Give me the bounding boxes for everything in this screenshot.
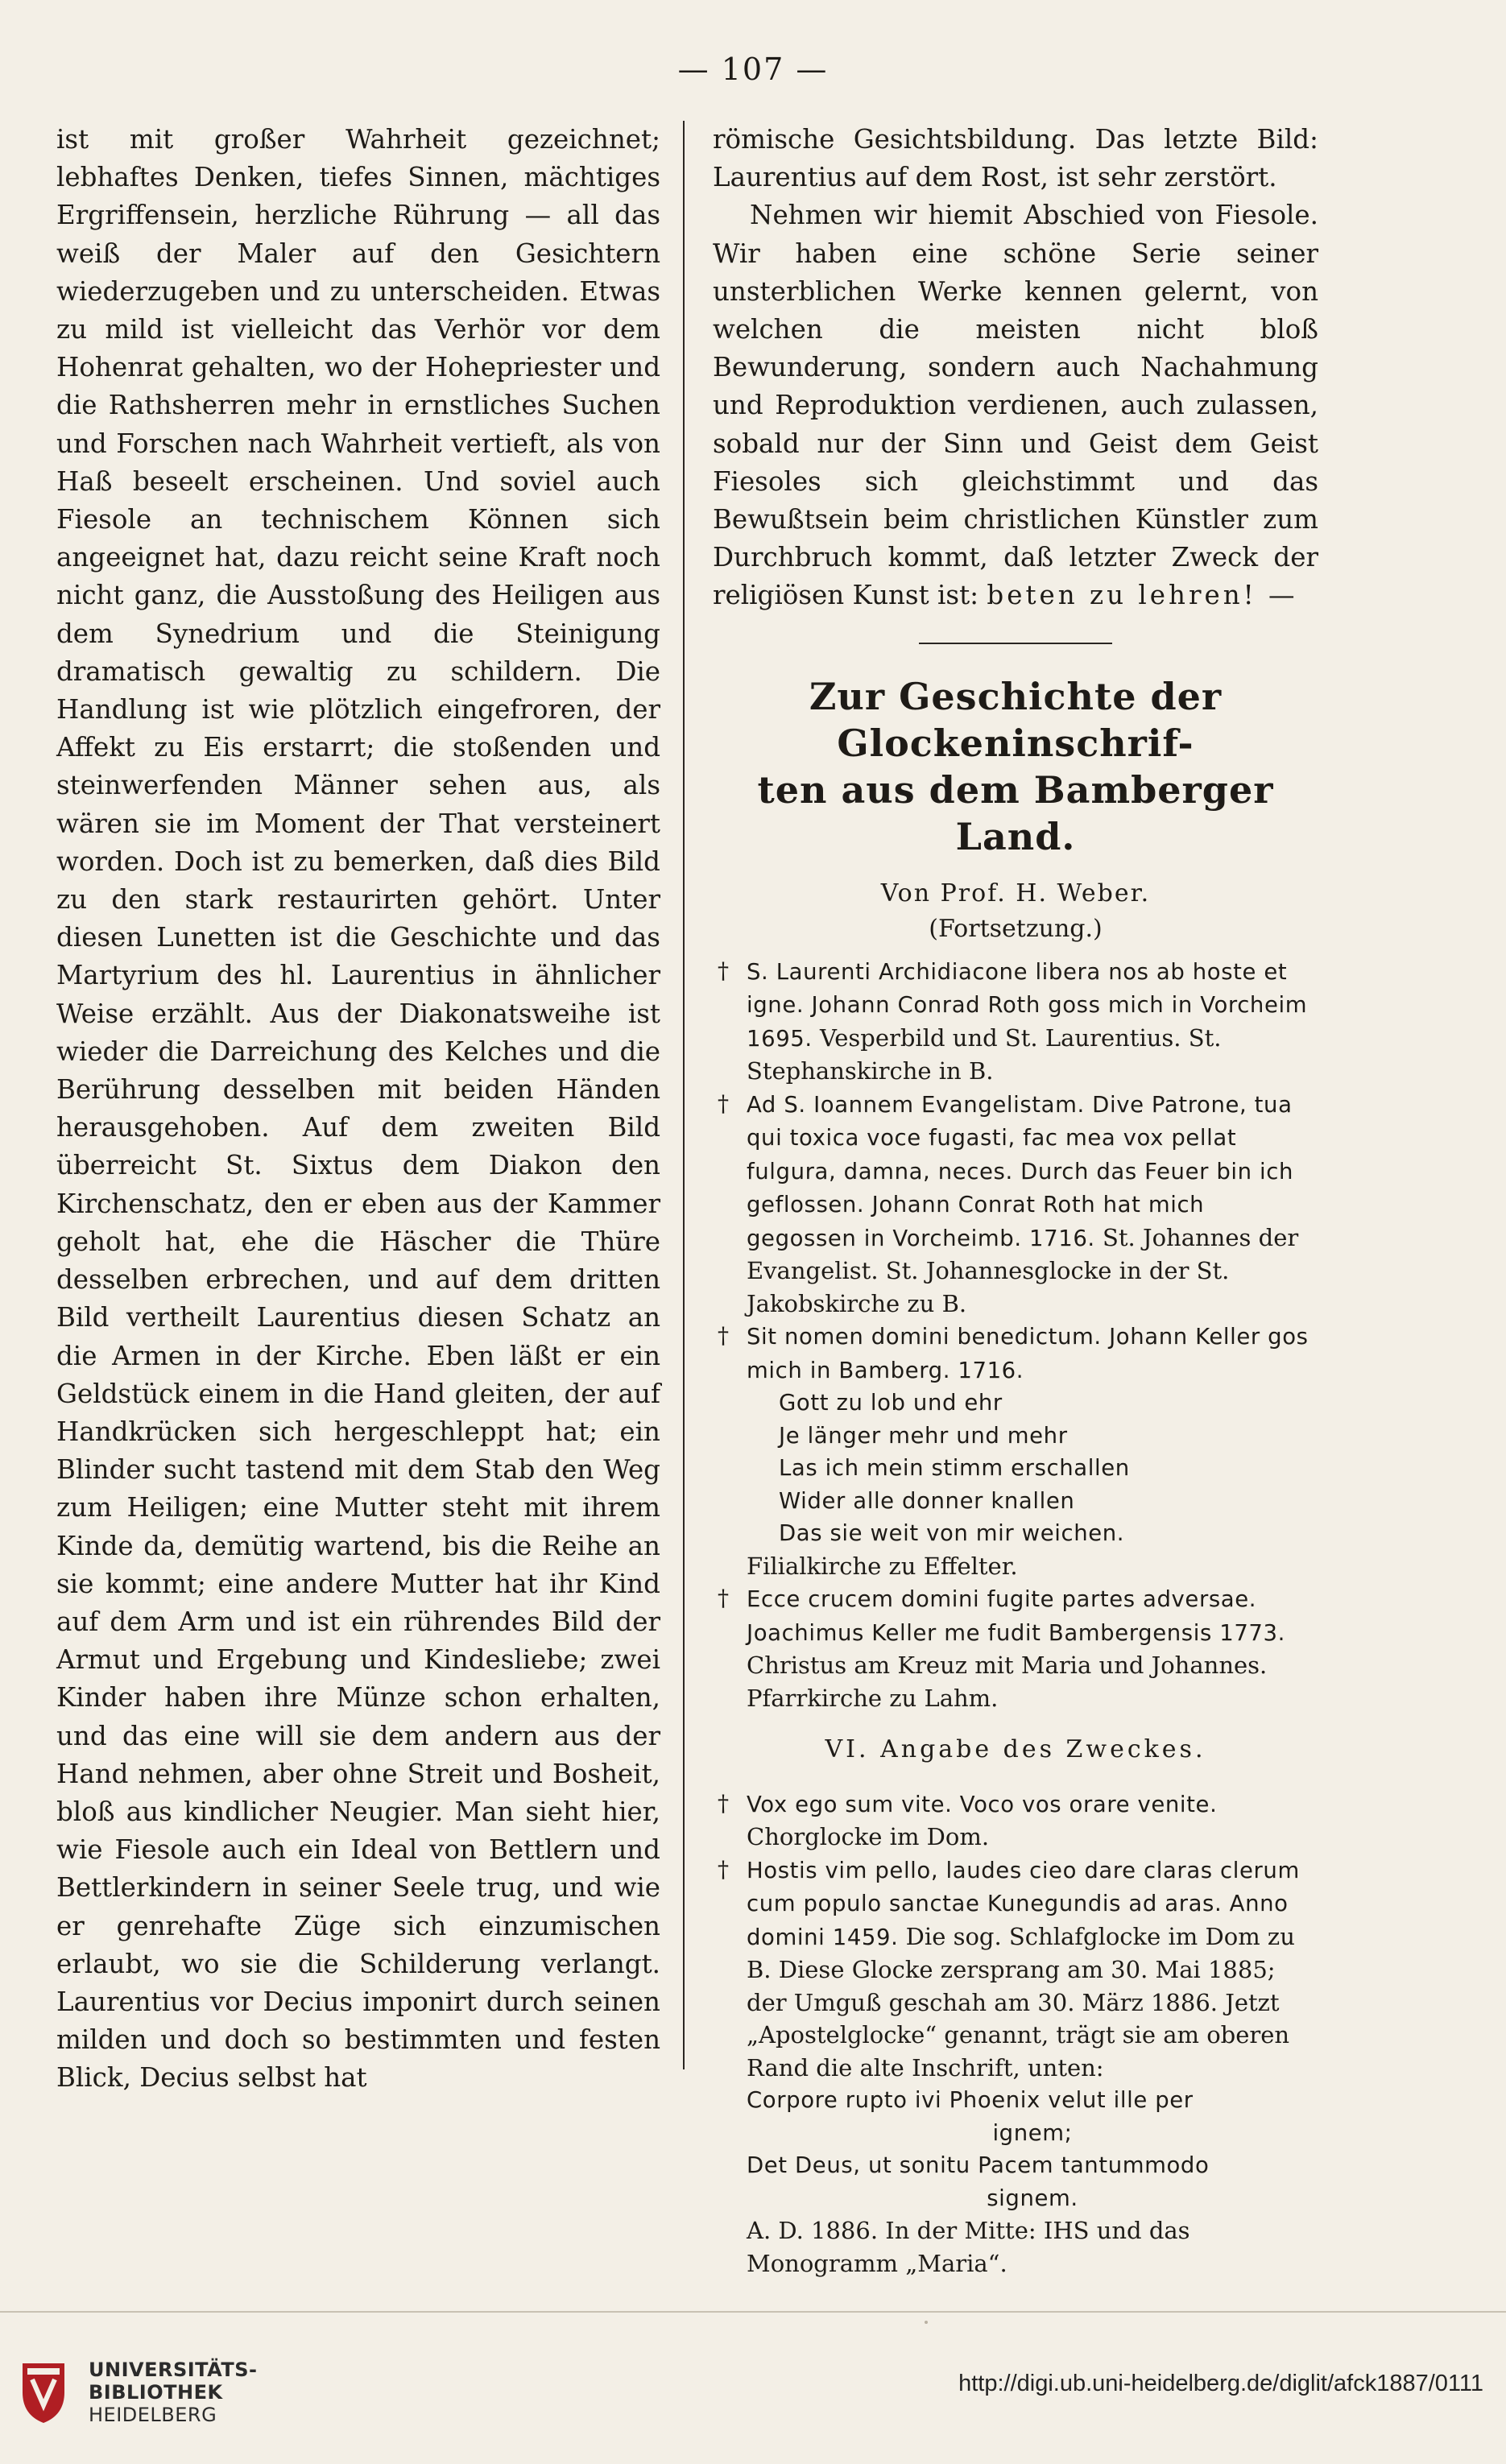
inscription-note: Filialkirche zu Effelter. (747, 1552, 1018, 1580)
inscription-closing-text: A. D. 1886. In der Mitte: IHS und das Monogramm „Maria“. (747, 2217, 1190, 2277)
cross-icon: † (718, 1089, 729, 1117)
right-column (713, 121, 1318, 2280)
article-title-line-1: Zur Geschichte der Glockeninschrif- (809, 674, 1223, 765)
intro-paragraph-1: römische Gesichtsbildung. Das letzte Bild: Laurentius auf dem Rost, ist sehr zerstört. (713, 124, 1318, 193)
inscription-closing (713, 2214, 1318, 2280)
verse-line: Je länger mehr und mehr (779, 1422, 1068, 1449)
library-logo[interactable] (18, 2347, 340, 2436)
article-continued: (Fortsetzung.) (929, 914, 1103, 943)
library-name-line: BIBLIOTHEK (89, 2381, 223, 2404)
left-paragraph: ist mit großer Wahrheit gezeichnet; lebhaftes Denken, tiefes Sinnen, mächtiges Ergriffensein, herzliche Rührung — all das weiß der Maler auf den Gesichtern wiederzugeben und zu unterscheiden. Etwas zu mild ist vielleicht das Verhör vor dem Hohenrat gehalten, wo der Hohepriester und die Rathsherren mehr in ernstliches Suchen und Forschen nach Wahrheit vertieft, als von Haß beseelt erscheinen. Und soviel auch Fiesole an technischem Können sich angeeignet hat, dazu reicht seine Kraft noch nicht ganz, die Ausstoßung des Heiligen aus dem Synedrium und die Steinigung dramatisch gewaltig zu schildern. Die Handlung ist wie plötzlich eingefroren, der Affekt zu Eis erstarrt; die stoßenden und steinwerfenden Männer sehen aus, als wären sie im Moment der That versteinert worden. Doch ist zu bemerken, daß dies Bild zu den stark restaurirten gehört. Unter diesen Lunetten ist die Geschichte und das Martyrium des hl. Laurentius in ähnlicher Weise erzählt. Aus der Diakonatsweihe ist wieder die Darreichung des Kelches und die Berührung desselben mit beiden Händen herausgehoben. Auf dem zweiten Bild überreicht St. Sixtus dem Diakon den Kirchenschatz, den er eben aus der Kammer geholt hat, ehe die Häscher die Thüre desselben erbrechen, und auf dem dritten Bild vertheilt Laurentius diesen Schatz an die Armen in der Kirche. Eben läßt er ein Geldstück einem in die Hand gleiten, der auf Handkrücken sich hergeschleppt hat; ein Blinder sucht tastend mit dem Stab den Weg zum Heiligen; eine Mutter steht mit ihrem Kinde da, demütig wartend, bis die Reihe an sie kommt; eine andere Mutter hat ihr Kind auf dem Arm und ist ein rührendes Bild der Armut und Ergebung und Kindesliebe; zwei Kinder haben ihre Münze schon erhalten, und das eine will sie dem andern aus der Hand nehmen, aber ohne Streit und Bosheit, bloß aus kindlicher Neugier. Man sieht hier, wie Fiesole auch ein Ideal von Bettlern und Bettlerkindern in seiner Seele trug, und wie er genrehafte Züge sich einzumischen erlaubt, wo sie die Schilderung verlangt. Laurentius vor Decius imponirt durch seinen milden und doch so bestimmten und festen Blick, Decius selbst hat (56, 124, 660, 2094)
verse-line: Gott zu lob und ehr (779, 1390, 1003, 1416)
inscription-latin: Ecce crucem domini fugite partes adversae. Joachimus Keller me fudit Bambergensis 1773. (747, 1586, 1285, 1646)
cross-icon: † (718, 1789, 729, 1817)
intro-paragraph-2-text: Nehmen wir hiemit Abschied von Fiesole. Wir haben eine schöne Serie seiner unsterblichen Werke kennen gelernt, von welchen die meisten nicht bloß Bewunderung, sondern auch Nachahmung und Reproduktion verdienen, auch zulassen, sobald nur der Sinn und Geist dem Geist Fiesoles sich gleichstimmt und das Bewußtsein beim christlichen Künstler zum Durchbruch kommt, daß letzter Zweck der religiösen Kunst ist: (713, 200, 1318, 611)
inscription-latin: Hostis vim pello, laudes cieo dare claras clerum cum populo sanctae Kunegundis ad aras. Anno domini 1459. (747, 1857, 1300, 1950)
inscription-location (713, 1550, 1318, 1583)
source-url[interactable]: http://digi.ub.uni-heidelberg.de/diglit/afck1887/0111 (958, 2371, 1483, 2396)
section-heading: VI. Angabe des Zweckes. (825, 1735, 1206, 1764)
university-seal-icon (18, 2355, 69, 2426)
inscription-note: Die sog. Schlafglocke im Dom zu B. Diese Glocke zersprang am 30. Mai 1885; der Umguß geschah am 30. März 1886. Jetzt „Apostelglocke“ genannt, trägt sie am oberen Rand die alte Inschrift, unten: (747, 1922, 1295, 2082)
cross-icon: † (718, 1855, 729, 1883)
article-byline: Von Prof. H. Weber. (880, 879, 1151, 907)
paper-speck (925, 2321, 928, 2324)
intro-paragraph-2 (713, 196, 1318, 614)
section-separator (919, 643, 1112, 644)
inscription-latin: Sit nomen domini benedictum. Johann Keller gos mich in Bamberg. 1716. (747, 1324, 1309, 1383)
inscription-latin: S. Laurenti Archidiacone libera nos ab hoste et igne. Johann Conrad Roth goss mich in Vorcheim 1695. (747, 958, 1308, 1052)
footer-rule (0, 2311, 1506, 2313)
inscription-list (713, 955, 1318, 2280)
page-number: — 107 — (677, 52, 829, 87)
inscription-text-line: Corpore rupto ivi Phoenix velut ille per (747, 2087, 1194, 2114)
cross-icon: † (718, 1585, 729, 1612)
library-name-line: UNIVERSITÄTS- (89, 2359, 258, 2381)
column-divider (683, 121, 685, 2069)
inscription-text-line: signem. (987, 2185, 1078, 2211)
inscription-entry (713, 1582, 1318, 1714)
library-name (89, 2359, 258, 2426)
inscription-text (713, 2084, 1318, 2214)
inscription-latin: Vox ego sum vite. Voco vos orare venite. (747, 1791, 1218, 1817)
inscription-entry (713, 1788, 1318, 1854)
verse-line: Wider alle donner knallen (779, 1487, 1075, 1514)
inscription-verse (713, 1387, 1318, 1550)
inscription-note: Christus am Kreuz mit Maria und Johannes. Pfarrkirche zu Lahm. (747, 1652, 1268, 1712)
inscription-note: Vesperbild und St. Laurentius. St. Stephanskirche in B. (747, 1023, 1222, 1085)
verse-line: Das sie weit von mir weichen. (779, 1520, 1125, 1547)
closing-phrase: beten zu lehren! — (987, 580, 1298, 611)
inscription-entry (713, 955, 1318, 1088)
cross-icon: † (718, 1322, 729, 1350)
inscription-text-line: Det Deus, ut sonitu Pacem tantummodo (747, 2152, 1210, 2179)
inscription-entry (713, 1854, 1318, 2085)
verse-line: Las ich mein stimm erschallen (779, 1455, 1130, 1482)
inscription-entry (713, 1088, 1318, 1321)
library-name-line: HEIDELBERG (89, 2404, 217, 2426)
inscription-entry (713, 1320, 1318, 1387)
inscription-note: Chorglocke im Dom. (747, 1823, 990, 1851)
inscription-note: St. Johannes der Evangelist. St. Johannesglocke in der St. Jakobskirche zu B. (747, 1223, 1299, 1317)
article-title-line-2: ten aus dem Bamberger Land. (757, 767, 1274, 858)
inscription-latin: Ad S. Ioannem Evangelistam. Dive Patrone, tua qui toxica voce fugasti, fac mea vox pellat fulgura, damna, neces. Durch das Feuer bin ich geflossen. Johann Conrat Roth hat mich gegossen in Vorcheimb. 1716. (747, 1091, 1293, 1251)
inscription-text-line: ignem; (992, 2119, 1073, 2146)
article-title (713, 673, 1318, 860)
left-column (56, 121, 660, 2098)
cross-icon: † (718, 957, 729, 984)
